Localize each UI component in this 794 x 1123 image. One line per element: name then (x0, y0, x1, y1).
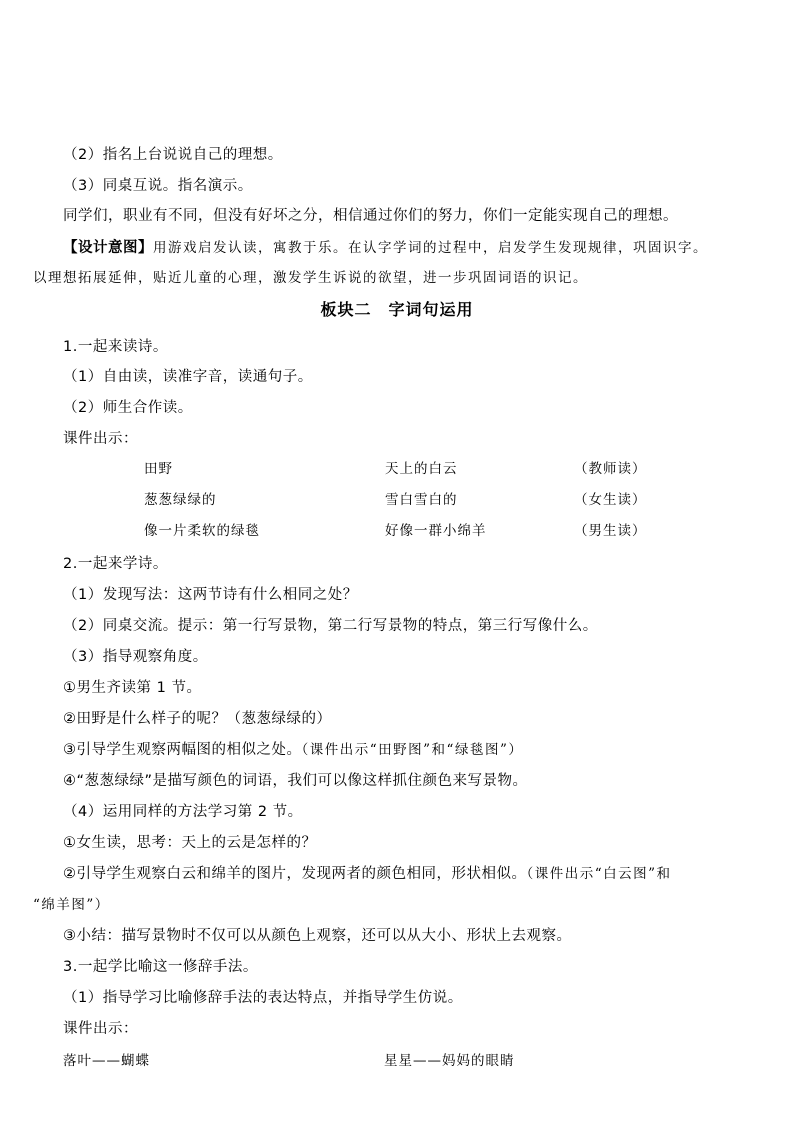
design-intent-line-2: 以理想拓展延伸，贴近儿童的心理，激发学生诉说的欲望，进一步巩固词语的识记。 (33, 270, 588, 286)
design-intent-line-1 (63, 238, 708, 258)
intro-step-3: （3）同桌互说。指名演示。 (63, 178, 253, 194)
part2-d2 (63, 864, 672, 884)
part2-heading: 2.一起来学诗。 (63, 556, 168, 572)
poem-cell: 雪白雪白的 (385, 492, 458, 508)
part2-d1: ①女生读，思考：天上的云是怎样的？ (63, 835, 317, 851)
part2-d3: ③小结：描写景物时不仅可以从颜色上观察，还可以从大小、形状上去观察。 (63, 928, 572, 944)
section-title: 板块二 字词句运用 (320, 300, 474, 319)
poem-reader-cell: （男生读） (574, 523, 647, 539)
poem-cell: 葱葱绿绿的 (144, 492, 217, 508)
simile-example: 落叶——蝴蝶 (63, 1053, 150, 1069)
part2-circled-1: ①男生齐读第 1 节。 (63, 680, 202, 696)
part2-sub-1: （1）发现写法：这两节诗有什么相同之处？ (63, 587, 358, 603)
part3-heading: 3.一起学比喻这一修辞手法。 (63, 959, 258, 975)
part3-sub-1: （1）指导学习比喻修辞手法的表达特点，并指导学生仿说。 (63, 990, 463, 1006)
intro-step-2: （2）指名上台说说自己的理想。 (63, 147, 283, 163)
poem-cell: 好像一群小绵羊 (385, 523, 487, 539)
part2-d2-courseware: （课件出示“白云图”和 (526, 866, 672, 882)
part1-sub-2: （2）师生合作读。 (63, 400, 193, 416)
part3-courseware-label: 课件出示： (63, 1021, 138, 1037)
poem-cell: 田野 (144, 461, 173, 477)
poem-cell: 像一片柔软的绿毯 (144, 523, 260, 539)
design-intent-text-1: 用游戏启发认读，寓教于乐。在认字学词的过程中，启发学生发现规律，巩固识字。 (153, 240, 708, 256)
part2-d2-continued: “绵羊图”） (33, 897, 110, 913)
part2-sub-2: （2）同桌交流。提示：第一行写景物，第二行写景物的特点，第三行写像什么。 (63, 618, 598, 634)
poem-cell: 天上的白云 (385, 461, 458, 477)
part1-heading: 1.一起来读诗。 (63, 339, 168, 355)
part2-circled-3-courseware: （课件出示“田野图”和“绿毯图”） (301, 742, 524, 758)
part2-circled-3-text: ③引导学生观察两幅图的相似之处。 (63, 742, 302, 758)
design-intent-label: 【设计意图】 (63, 240, 153, 256)
simile-example: 星星——妈妈的眼睛 (384, 1053, 515, 1069)
part1-sub-1: （1）自由读，读准字音，读通句子。 (63, 369, 313, 385)
part2-circled-3 (63, 740, 523, 760)
part2-d2-text: ②引导学生观察白云和绵羊的图片，发现两者的颜色相同，形状相似。 (63, 866, 527, 882)
part2-circled-4: ④“葱葱绿绿”是描写颜色的词语，我们可以像这样抓住颜色来写景物。 (63, 773, 528, 789)
part1-courseware-label: 课件出示： (63, 431, 138, 447)
poem-reader-cell: （教师读） (574, 461, 647, 477)
part2-circled-2: ②田野是什么样子的呢？（葱葱绿绿的） (63, 711, 332, 727)
intro-summary: 同学们，职业有不同，但没有好坏之分，相信通过你们的努力，你们一定能实现自己的理想。 (63, 208, 678, 224)
part2-sub-4: （4）运用同样的方法学习第 2 节。 (63, 804, 303, 820)
part2-sub-3: （3）指导观察角度。 (63, 649, 208, 665)
poem-reader-cell: （女生读） (574, 492, 647, 508)
